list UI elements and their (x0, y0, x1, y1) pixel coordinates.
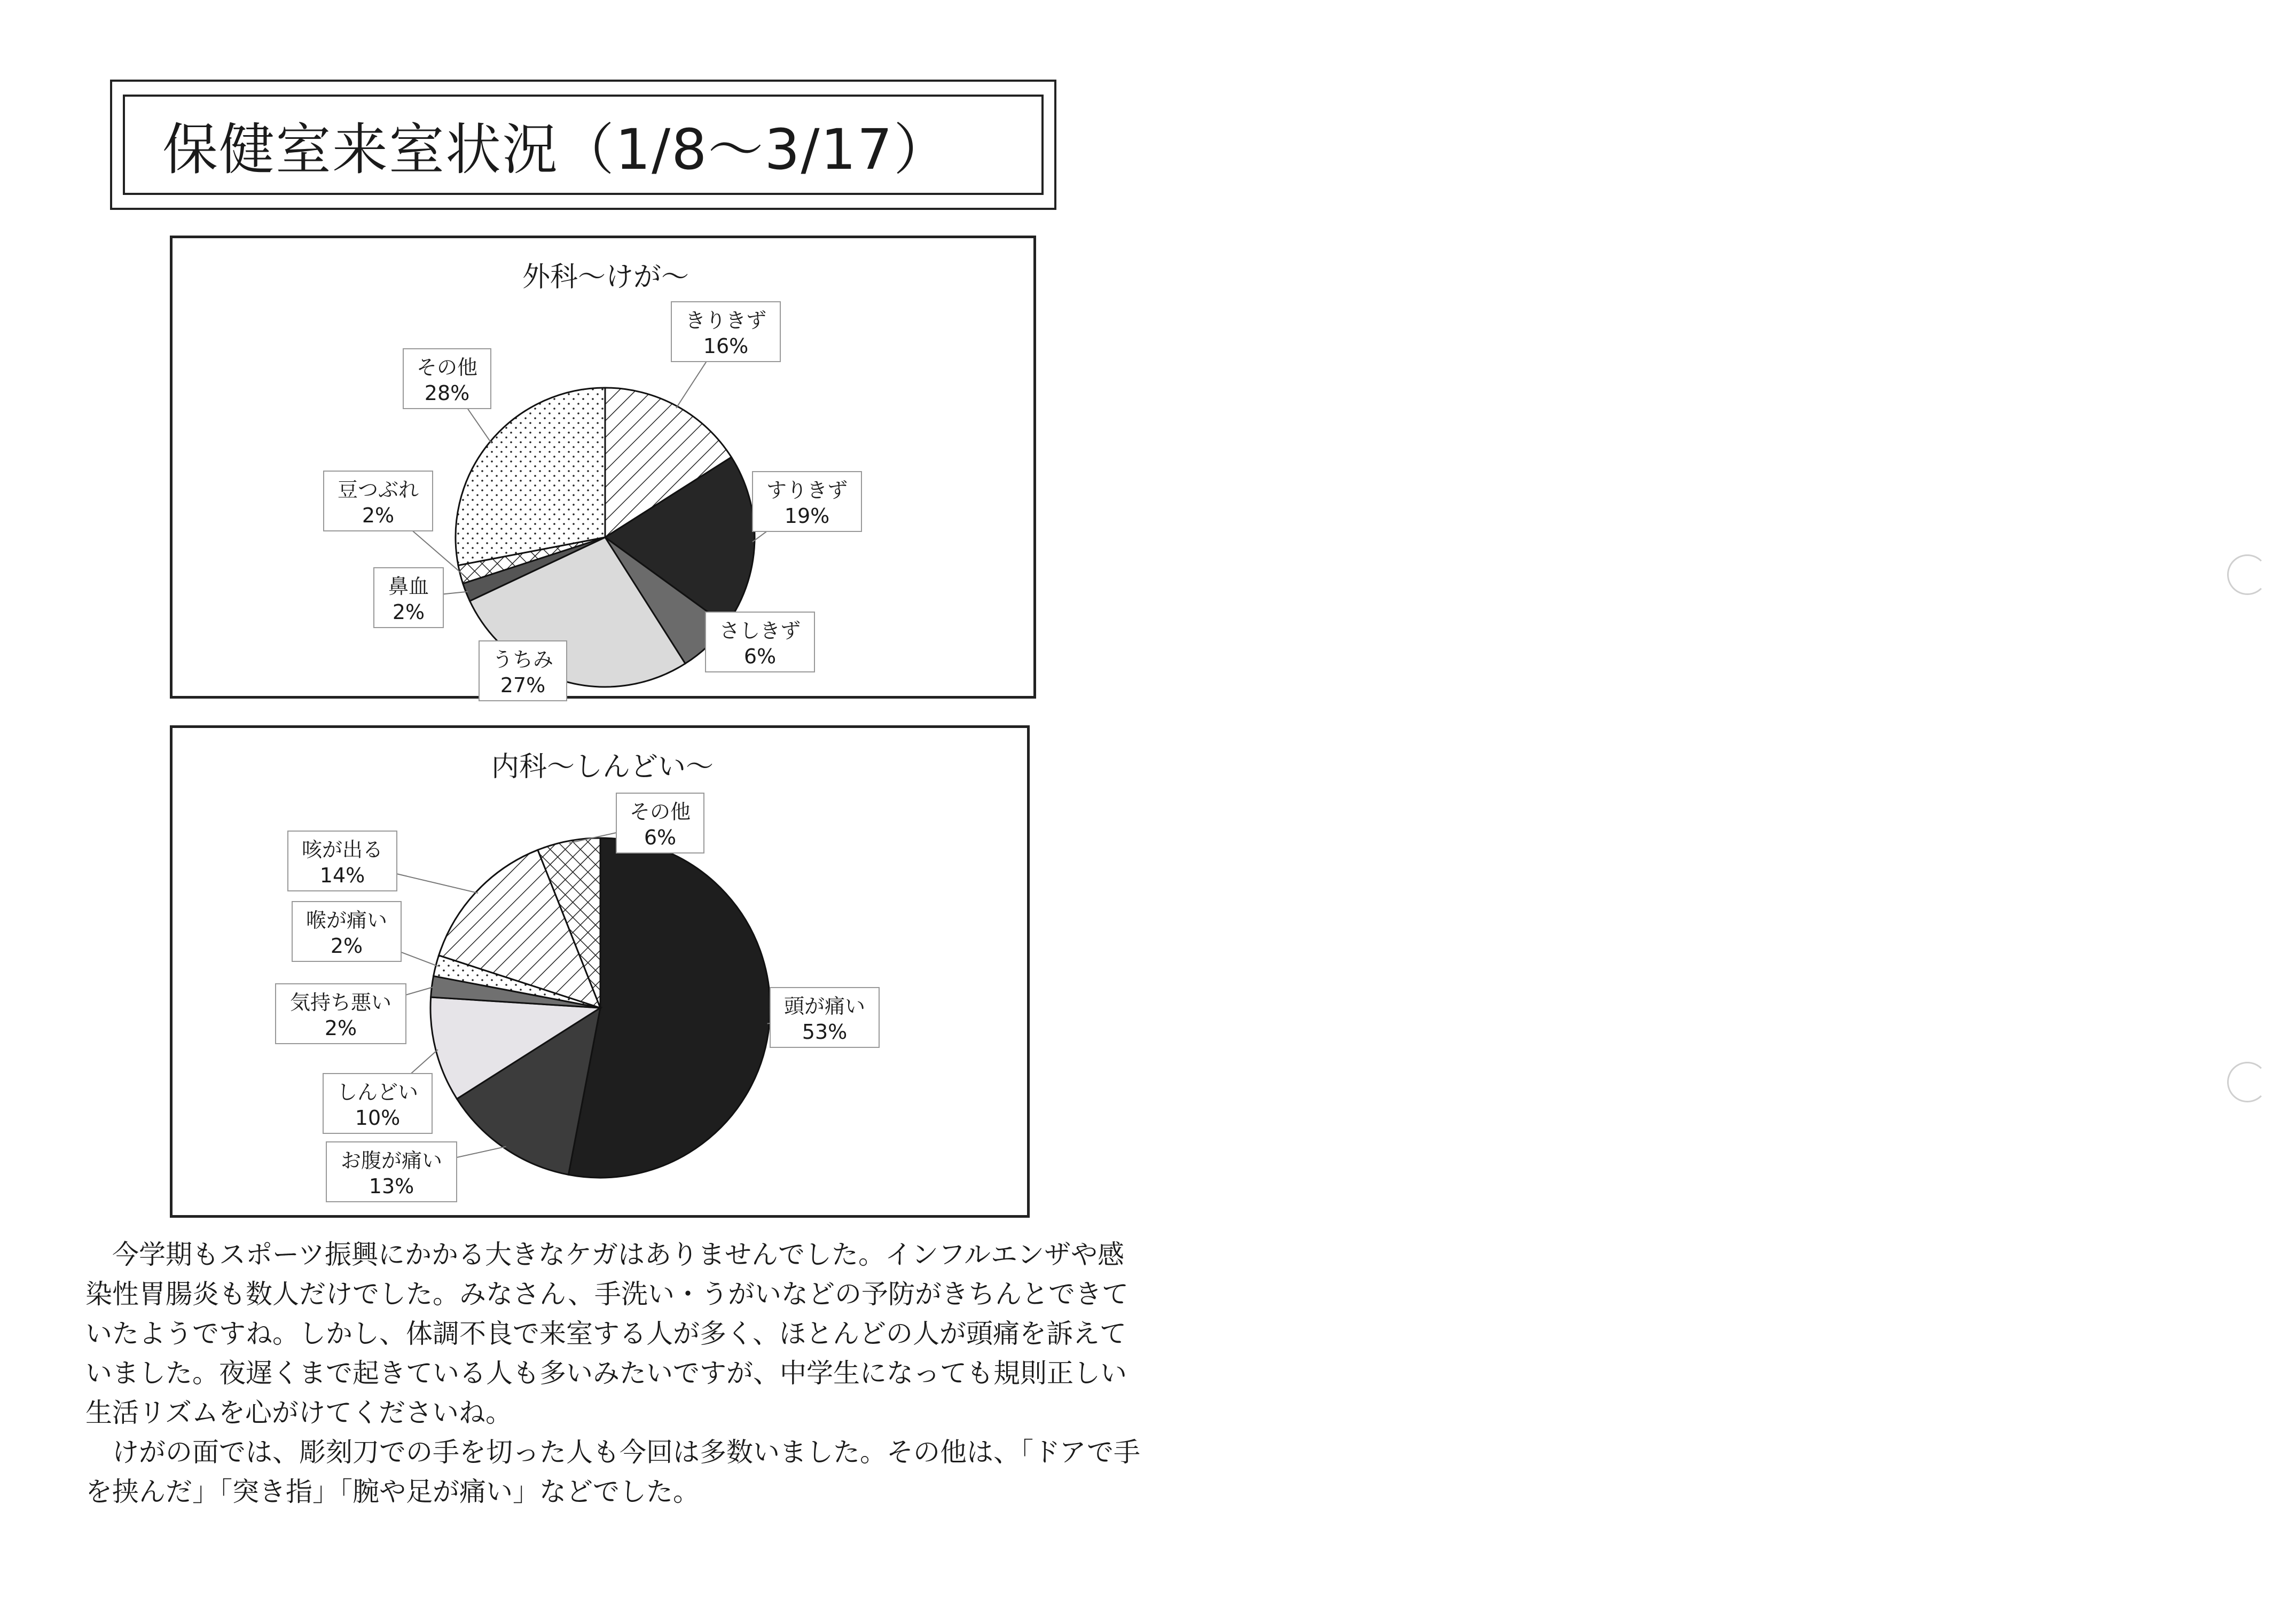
slice-category-label: その他 (416, 356, 478, 379)
body-line: 今学期もスポーツ振興にかかる大きなケガはありませんでした。インフルエンザや感 (85, 1239, 1124, 1270)
body-line: いました。夜遅くまで起きている人も多いみたいですが、中学生になっても規則正しい (85, 1358, 1127, 1389)
slice-percent-label: 6% (743, 645, 777, 668)
body-line: を挟んだ」「突き指」「腕や足が痛い」などでした。 (85, 1476, 700, 1507)
internal-medicine-pie-chart (173, 728, 1032, 1220)
slice-percent-label: 14% (319, 864, 365, 887)
surgery-chart (170, 236, 1036, 699)
body-line: 染性胃腸炎も数人だけでした。みなさん、手洗い・うがいなどの予防がきちんとできて (85, 1279, 1129, 1310)
body-line: 生活リズムを心がけてくださいね。 (85, 1397, 512, 1428)
page-title: 保健室来室状況（1/8～3/17） (162, 117, 950, 182)
slice-percent-label: 27% (500, 674, 546, 697)
slice-category-label: 鼻血 (388, 575, 429, 598)
slice-category-label: その他 (629, 800, 691, 824)
slice-percent-label: 2% (362, 504, 395, 527)
slice-category-label: すりきず (766, 479, 848, 502)
body-line: けがの面では、彫刻刀での手を切った人も今回は多数いました。その他は、「ドアで手 (85, 1437, 1140, 1468)
pie-slice (456, 388, 605, 565)
body-line: いたようですね。しかし、体調不良で来室する人が多く、ほとんどの人が頭痛を訴えて (85, 1318, 1126, 1349)
page-title-inner-frame (123, 95, 1044, 195)
slice-percent-label: 10% (355, 1106, 401, 1130)
slice-category-label: 喉が痛い (305, 909, 388, 932)
slice-percent-label: 2% (324, 1016, 357, 1040)
slice-category-label: さしきず (719, 619, 801, 643)
slice-category-label: しんどい (336, 1080, 419, 1104)
chart-title: 内科～しんどい～ (491, 751, 714, 783)
slice-percent-label: 2% (330, 934, 363, 958)
slice-percent-label: 19% (784, 504, 830, 528)
slice-category-label: 咳が出る (301, 838, 383, 862)
page-title-frame (110, 80, 1056, 210)
slice-percent-label: 6% (644, 826, 677, 849)
slice-percent-label: 53% (802, 1020, 848, 1044)
slice-category-label: 気持ち悪い (289, 991, 392, 1014)
body-text (85, 1235, 1143, 1512)
slice-category-label: 豆つぶれ (337, 478, 419, 502)
slice-category-label: うちみ (492, 648, 554, 671)
chart-title: 外科～けが～ (522, 261, 689, 293)
internal-medicine-chart (170, 725, 1030, 1218)
surgery-pie-chart (173, 238, 1039, 701)
slice-category-label: お腹が痛い (340, 1149, 443, 1172)
slice-category-label: きりきず (685, 309, 767, 332)
slice-percent-label: 28% (424, 381, 470, 405)
slice-category-label: 頭が痛い (783, 994, 866, 1018)
slice-percent-label: 2% (392, 600, 425, 624)
punch-hole (2227, 554, 2268, 595)
slice-percent-label: 13% (369, 1174, 414, 1198)
punch-hole (2227, 1062, 2268, 1102)
slice-percent-label: 16% (703, 334, 749, 358)
